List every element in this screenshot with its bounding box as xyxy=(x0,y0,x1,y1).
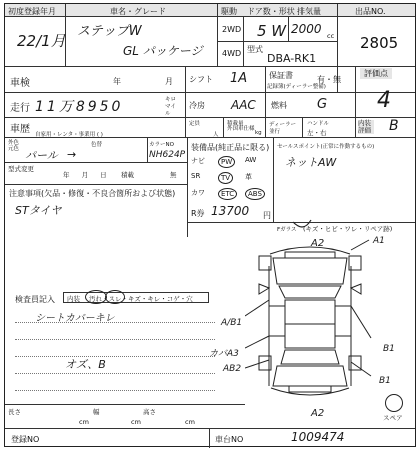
note-line xyxy=(15,373,215,374)
warranty-sub: 記録簿(ディーラー整備) xyxy=(267,84,326,90)
none-label: 無 xyxy=(170,171,177,179)
shift-label: シフト xyxy=(189,75,213,84)
auction-sheet xyxy=(4,3,416,447)
rule xyxy=(223,117,224,137)
note-line xyxy=(15,339,215,340)
notes-title: 注意事項(欠品・修復・不良合箇所および状態) xyxy=(9,189,176,198)
interior-circle xyxy=(105,290,125,304)
glass-label: Fガラス xyxy=(277,227,297,233)
warranty-value: 有・無 xyxy=(317,75,341,84)
displacement-value: 2000 xyxy=(291,22,322,36)
rule xyxy=(209,428,210,448)
dealer-label: ディーラー 並行 xyxy=(269,122,297,135)
rule xyxy=(187,137,188,237)
rule xyxy=(217,41,337,42)
ac-label: 冷房 xyxy=(189,101,205,110)
mark-left-low: AB2 xyxy=(223,364,242,374)
note-line xyxy=(15,322,215,323)
rule xyxy=(355,66,356,137)
spare-tire-icon xyxy=(385,394,403,412)
interior-circle xyxy=(85,290,107,304)
rule xyxy=(265,66,266,137)
lot-value: 2805 xyxy=(360,34,399,52)
mark-right-low: B1 xyxy=(379,376,391,386)
height-label: 高さ xyxy=(143,408,156,416)
import-label: 外国車仕様 xyxy=(227,126,255,132)
rule xyxy=(5,404,245,405)
equipment-item: 革 xyxy=(245,173,252,181)
equipment-item: SR xyxy=(191,172,201,180)
doors-label: ドア数・形状 xyxy=(247,7,295,16)
color-arrow: → xyxy=(67,148,77,161)
shift-value: 1A xyxy=(230,71,248,86)
history-options: 自家用・レンタ・事業用 ( ) xyxy=(35,132,103,138)
equipment-item: AW xyxy=(245,156,257,164)
drive-label: 駆動 xyxy=(221,7,237,16)
load-label: 積載量 xyxy=(227,121,244,127)
rule xyxy=(302,117,303,137)
capacity-unit: 人 xyxy=(213,132,219,138)
glass-options: (キズ・ヒビ・ワレ・リペア跡) xyxy=(303,225,393,233)
drive-2wd: 2WD xyxy=(222,25,242,34)
score-label: 評価点 xyxy=(360,68,392,79)
registration-label: 登録NO xyxy=(11,435,40,444)
interior-grade-value: B xyxy=(389,118,399,134)
rule xyxy=(147,137,148,162)
displacement-unit: cc xyxy=(327,32,335,40)
model-value: ステップW xyxy=(77,24,142,39)
color-no-label: カラーNO xyxy=(149,142,174,148)
lot-label: 出品NO. xyxy=(355,7,386,16)
first-registration-value: 22/1月 xyxy=(17,32,66,50)
sales-point-label: セールスポイント(正常に作動するもの) xyxy=(277,144,375,150)
length-unit: cm xyxy=(79,418,89,426)
exterior-color-value: パール xyxy=(25,149,58,162)
mark-right-upper: B1 xyxy=(383,344,395,354)
equipment-item: PW xyxy=(218,156,235,168)
history-label: 車歴 xyxy=(10,124,30,135)
inspector-label: 検査員記入 xyxy=(15,295,55,304)
exterior-color-label: 外色 元色 xyxy=(8,140,20,152)
capacity-label: 定員 xyxy=(189,121,201,127)
equipment-label: 装備品(純正品に限る) xyxy=(191,143,270,152)
loading-label: 積載 xyxy=(121,171,134,179)
year-label: 年 xyxy=(113,77,121,86)
chassis-value: 1009474 xyxy=(291,430,345,444)
warranty-label: 保証書 xyxy=(269,71,293,80)
rule xyxy=(5,66,415,67)
interior-options: 汚れ・スレ・キズ・キレ・コゲ・穴 xyxy=(89,295,193,303)
rule xyxy=(5,428,415,429)
mark-left-upper: A/B1 xyxy=(221,318,243,328)
r-ticket-label: R券 xyxy=(191,209,205,218)
score-value: 4 xyxy=(377,88,391,113)
equipment-grid xyxy=(191,156,271,204)
notes-value: STタイヤ xyxy=(15,204,62,217)
shaken-label: 車検 xyxy=(10,78,30,89)
drive-4wd: 4WD xyxy=(222,49,242,58)
model-type-value: DBA-RK1 xyxy=(267,52,317,65)
mark-front-right: A1 xyxy=(373,236,385,246)
width-unit: cm xyxy=(131,418,141,426)
mileage-value: 11万8950 xyxy=(35,99,124,115)
mileage-label: 走行 xyxy=(10,103,30,114)
load-unit: kg xyxy=(255,130,262,136)
displacement-label: 排気量 xyxy=(297,7,321,16)
r-ticket-value: 13700 xyxy=(211,204,250,218)
length-label: 長さ xyxy=(8,408,21,416)
mark-left-mid: カバA3 xyxy=(209,349,239,359)
ac-value: AAC xyxy=(231,98,256,112)
model-type-label: 型式 xyxy=(247,45,263,54)
note-line xyxy=(15,356,215,357)
current-color-label: 色替 xyxy=(91,142,103,148)
fuel-value: G xyxy=(317,97,328,112)
mark-bottom: A2 xyxy=(311,408,325,419)
width-label: 幅 xyxy=(93,408,100,416)
fuel-label: 燃料 xyxy=(271,101,287,110)
inspector-line-2: オズ、B xyxy=(65,358,106,371)
rule xyxy=(273,137,274,222)
note-line xyxy=(15,390,215,391)
mileage-unit: キロ マイル xyxy=(165,97,177,117)
change-date: 年 月 日 xyxy=(63,171,107,179)
rule xyxy=(5,92,415,93)
color-no-value: NH624P xyxy=(149,150,186,160)
first-registration-label: 初度登録年月 xyxy=(8,7,56,16)
mark-top: A2 xyxy=(311,238,325,249)
height-unit: cm xyxy=(185,418,195,426)
glass-mark xyxy=(291,218,315,232)
doors-value: 5 W xyxy=(257,22,287,40)
model-grade-label: 車名・グレード xyxy=(110,7,166,16)
grade-value: GL パッケージ xyxy=(123,44,203,58)
inspector-line-1: シートカバーキレ xyxy=(35,313,115,324)
spare-label: スペア xyxy=(383,414,403,422)
equipment-item: ABS xyxy=(245,188,265,200)
equipment-item: カワ xyxy=(191,189,205,197)
sales-point-value: ネットAW xyxy=(285,156,337,169)
handle-value: 左・右 xyxy=(307,129,327,137)
rule xyxy=(5,16,415,17)
interior-label: 内装 xyxy=(67,295,80,303)
equipment-item: ナビ xyxy=(191,157,205,165)
equipment-item: TV xyxy=(218,172,233,184)
rule xyxy=(5,117,415,118)
interior-grade-label: 内装 評価 xyxy=(358,120,374,134)
car-diagram xyxy=(245,236,375,406)
rule xyxy=(185,66,186,137)
chassis-label: 車台NO xyxy=(215,435,244,444)
handle-label: ハンドル xyxy=(307,121,330,127)
change-label: 型式変更 xyxy=(8,165,34,173)
month-label: 月 xyxy=(165,77,173,86)
r-ticket-unit: 円 xyxy=(263,211,271,220)
rule xyxy=(5,184,187,185)
equipment-item: ETC xyxy=(218,188,237,200)
